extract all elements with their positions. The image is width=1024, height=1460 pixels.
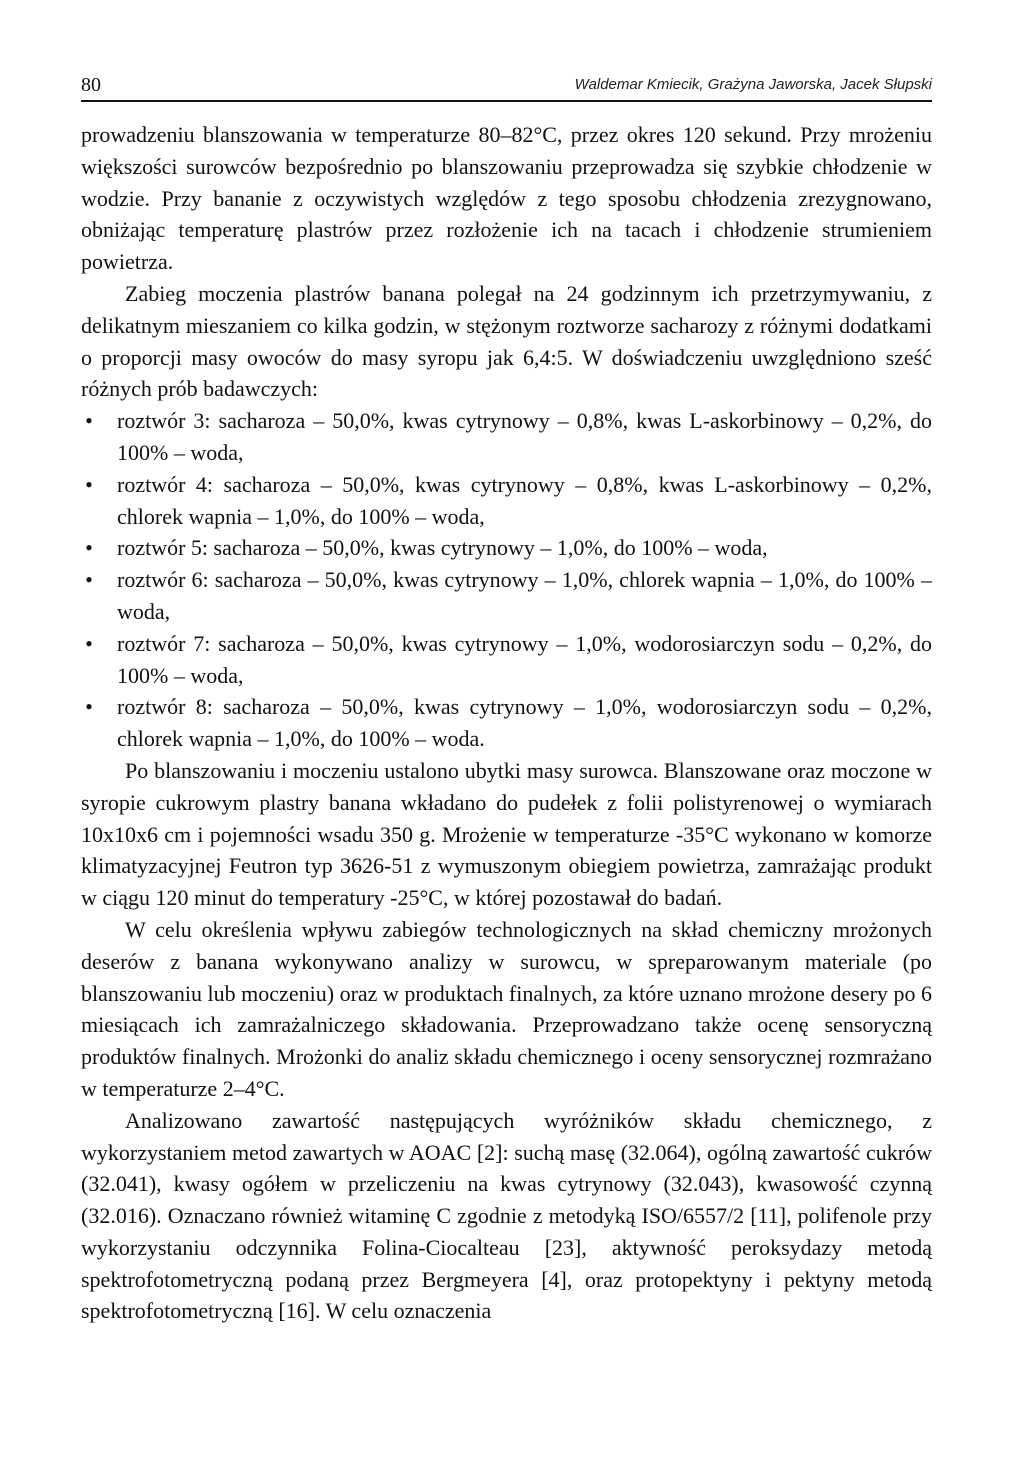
list-item-text: roztwór 8: sacharoza – 50,0%, kwas cytrynowy – 1,0%, wodorosiarczyn sodu – 0,2%, chlorek wapnia – 1,0%, do 100% – woda. — [117, 694, 932, 752]
solutions-list — [81, 405, 932, 755]
list-item — [81, 405, 932, 469]
page-number: 80 — [81, 74, 101, 96]
list-item — [81, 691, 932, 755]
paragraph-analyses-scope: W celu określenia wpływu zabiegów technologicznych na skład chemiczny mrożonych deserów z banana wykonywano analizy w surowcu, w spreparowanym materiale (po blanszowaniu lub moczeniu) oraz w produktach finalnych, za które uznano mrożone desery po 6 miesiącach ich zamrażalniczego składowania. Przeprowadzano także ocenę sensoryczną produktów finalnych. Mrożonki do analiz składu chemicznego i oceny sensorycznej rozmrażano w temperaturze 2–4°C. — [81, 916, 932, 1101]
bullet-icon: • — [85, 471, 93, 497]
list-item — [81, 469, 932, 533]
bullet-icon: • — [85, 630, 93, 656]
body-text — [81, 119, 932, 1327]
bullet-icon: • — [85, 567, 93, 593]
bullet-icon: • — [85, 694, 93, 720]
page-header — [81, 74, 932, 102]
paragraph-blanching-cooling: prowadzeniu blanszowania w temperaturze 80–82°C, przez okres 120 sekund. Przy mrożeniu większości surowców bezpośrednio po blanszowaniu przeprowadza się szybkie chłodzenie w wodzie. Przy bananie z oczywistych względów z tego sposobu chłodzenia zrezygnowano, obniżając temperaturę plastrów przez rozłożenie ich na tacach i chłodzenie strumieniem powietrza. — [81, 122, 932, 275]
list-item-text: roztwór 6: sacharoza – 50,0%, kwas cytrynowy – 1,0%, chlorek wapnia – 1,0%, do 100% – woda, — [117, 567, 932, 624]
list-item — [81, 564, 932, 628]
paragraph-soaking: Zabieg moczenia plastrów banana polegał na 24 godzinnym ich przetrzymywaniu, z delikatnym mieszaniem co kilka godzin, w stężonym roztworze sacharozy z różnymi dodatkami o proporcji masy owoców do masy syropu jak 6,4:5. W doświadczeniu uwzględniono sześć różnych prób badawczych: — [81, 280, 932, 402]
list-item-text: roztwór 5: sacharoza – 50,0%, kwas cytrynowy – 1,0%, do 100% – woda, — [117, 535, 768, 561]
list-item — [81, 532, 932, 564]
paragraph-methods: Analizowano zawartość następujących wyróżników składu chemicznego, z wykorzystaniem metod zawartych w AOAC [2]: suchą masę (32.064), ogólną zawartość cukrów (32.041), kwasy ogółem w przeliczeniu na kwas cytrynowy (32.043), kwasowość czynną (32.016). Oznaczano również witaminę C zgodnie z metodyką ISO/6557/2 [11], polifenole przy wykorzystaniu odczynnika Folina-Ciocalteau [23], aktywność peroksydazy metodą spektrofotometryczną podaną przez Bergmeyera [4], oraz protopektyny i pektyny metodą spektrofotometryczną [16]. W celu oznaczenia — [81, 1107, 932, 1324]
bullet-icon: • — [85, 535, 93, 561]
list-item-text: roztwór 3: sacharoza – 50,0%, kwas cytrynowy – 0,8%, kwas L-askorbinowy – 0,2%, do 100% – woda, — [117, 408, 932, 465]
bullet-icon: • — [85, 408, 93, 434]
list-item — [81, 628, 932, 692]
list-item-text: roztwór 7: sacharoza – 50,0%, kwas cytrynowy – 1,0%, wodorosiarczyn sodu – 0,2%, do 100% – woda, — [117, 630, 932, 688]
list-item-text: roztwór 4: sacharoza – 50,0%, kwas cytrynowy – 0,8%, kwas L-askorbinowy – 0,2%, chlorek wapnia – 1,0%, do 100% – woda, — [117, 471, 932, 529]
running-head-authors: Waldemar Kmiecik, Grażyna Jaworska, Jacek Słupski — [574, 76, 932, 93]
paragraph-freezing: Po blanszowaniu i moczeniu ustalono ubytki masy surowca. Blanszowane oraz moczone w syropie cukrowym plastry banana wkładano do pudełek z folii polistyrenowej o wymiarach 10x10x6 cm i pojemności wsadu 350 g. Mrożenie w temperaturze -35°C wykonano w komorze klimatyzacyjnej Feutron typ 3626-51 z wymuszonym obiegiem powietrza, zamrażając produkt w ciągu 120 minut do temperatury -25°C, w której pozostawał do badań. — [81, 757, 932, 911]
